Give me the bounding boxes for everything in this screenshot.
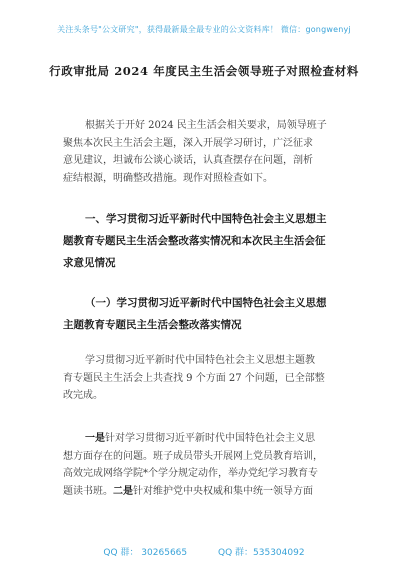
intro-paragraph	[63, 117, 353, 187]
item-paragraph	[63, 430, 353, 500]
intro-line: 聚焦本次民主生活会主题，深入开展学习研讨，广泛征求	[63, 137, 313, 149]
intro-line: 根据关于开好 2024 民主生活会相关要求，局领导班子	[85, 120, 327, 131]
subsection-heading-line: （一）学习贯彻习近平新时代中国特色社会主义思想	[85, 297, 327, 309]
subsection-heading-line: 主题教育专题民主生活会整改落实情况	[63, 319, 242, 331]
section-heading-line: 求意见情况	[63, 257, 116, 269]
footer-qq-group-1: QQ 群： 30265665	[103, 548, 188, 558]
header-banner: 关注头条号"公文研究"，获得最新最全最专业的公文资料库！ 微信：gongwenyj	[57, 25, 351, 34]
item-lead-1: 一是	[85, 433, 105, 444]
item-line: 高效完成网络学院*个学分规定动作，举办党纪学习教育专	[63, 468, 318, 480]
section-heading-1	[63, 208, 355, 274]
item-lead-2: 二是	[113, 485, 133, 497]
item-last-line-start: 题读书班。	[63, 485, 113, 497]
intro-line: 症结根源，明确整改措施。现作对照检查如下。	[63, 172, 273, 184]
subsection-line: 改完成。	[63, 390, 103, 402]
section-heading-line: 题教育专题民主生活会整改落实情况和本次民主生活会征	[63, 235, 326, 247]
footer-contact	[0, 545, 408, 558]
footer-qq-group-2: QQ 群：535304092	[218, 548, 305, 558]
subsection-line: 学习贯彻习近平新时代中国特色社会主义思想主题教	[85, 355, 315, 366]
item-last-line	[63, 483, 353, 501]
section-heading-line: 一、学习贯彻习近平新时代中国特色社会主义思想主	[85, 213, 327, 225]
document-title: 行政审批局 2024 年度民主生活会领导班子对照检查材料	[49, 64, 359, 78]
item-first-line-text: 针对学习贯彻习近平新时代中国特色社会主义思	[105, 433, 315, 444]
subsection-paragraph	[63, 352, 353, 405]
item-line: 想方面存在的问题。班子成员带头开展网上党员教育培训，	[63, 450, 323, 462]
item-last-line-text: 针对维护党中央权威和集中统一领导方面	[133, 485, 313, 497]
subsection-heading-1	[63, 292, 355, 336]
item-first-line	[63, 430, 353, 448]
subsection-line: 育专题民主生活会上共查找 9 个方面 27 个问题，已全部整	[63, 372, 325, 384]
intro-line: 意见建议，坦诚布公谈心谈话，认真查摆存在问题，剖析	[63, 155, 313, 167]
